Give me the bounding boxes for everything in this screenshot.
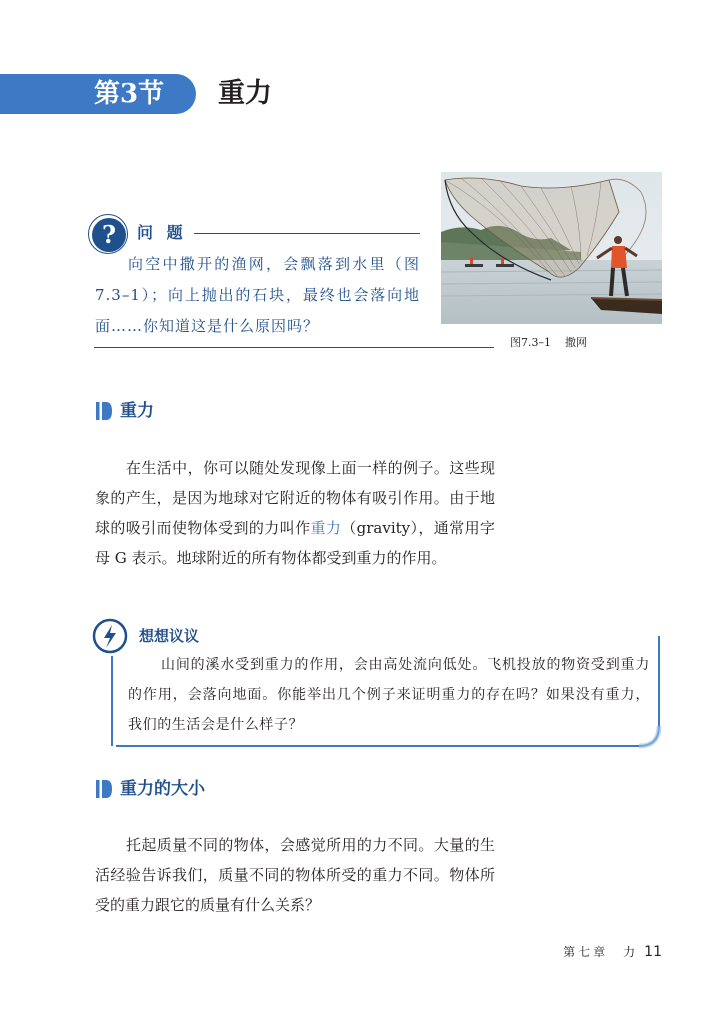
question-heading: 问 题 <box>137 223 187 242</box>
section-title: 重力 <box>218 78 272 109</box>
page-number: 11 <box>644 944 662 960</box>
subsection-title-gravity-magnitude: 重力的大小 <box>120 779 205 799</box>
discussion-left-rule <box>111 656 113 746</box>
gravity-keyword: 重力 <box>310 519 342 537</box>
section-marker-icon <box>96 780 112 798</box>
section-label: 第3节 <box>94 79 165 109</box>
figure-title: 撒网 <box>565 336 587 349</box>
fishing-net-photo <box>441 172 662 324</box>
figure-caption <box>510 336 587 350</box>
gravity-paragraph <box>95 453 495 573</box>
gravity-magnitude-paragraph: 托起质量不同的物体，会感觉所用的力不同。大量的生活经验告诉我们，质量不同的物体所受的重力不同。物体所受的重力跟它的质量有什么关系？ <box>95 836 495 914</box>
fishing-net-illustration <box>441 172 662 324</box>
gravity-paragraph-before: 在生活中，你可以随处发现像上面一样的例子。这些现象的产生，是因为地球对它附近的物体有吸引作用。由于地球的吸引而使物体受到的力叫作 <box>95 459 495 537</box>
question-text: 向空中撒开的渔网，会飘落到水里（图7.3–1）；向上抛出的石块，最终也会落向地面……你知道这是什么原因吗？ <box>95 255 420 335</box>
thinking-icon <box>92 618 128 654</box>
footer-chapter: 第七章 力 <box>563 945 639 959</box>
subsection-title-gravity: 重力 <box>120 401 154 421</box>
section-marker-icon <box>96 402 112 420</box>
discussion-title: 想想议议 <box>139 627 200 645</box>
question-heading-rule <box>194 233 420 234</box>
figure-number: 图7.3–1 <box>510 336 551 349</box>
discussion-text: 山间的溪水受到重力的作用，会由高处流向低处。飞机投放的物资受到重力的作用，会落向地面。你能举出几个例子来证明重力的存在吗？如果没有重力，我们的生活会是什么样子？ <box>128 657 650 733</box>
page-footer <box>563 942 662 962</box>
gravity-paragraph-after: （gravity），通常用字母 G 表示。地球附近的所有物体都受到重力的作用。 <box>95 519 495 567</box>
question-bottom-rule <box>94 347 494 348</box>
question-mark-icon: ? <box>92 218 126 252</box>
